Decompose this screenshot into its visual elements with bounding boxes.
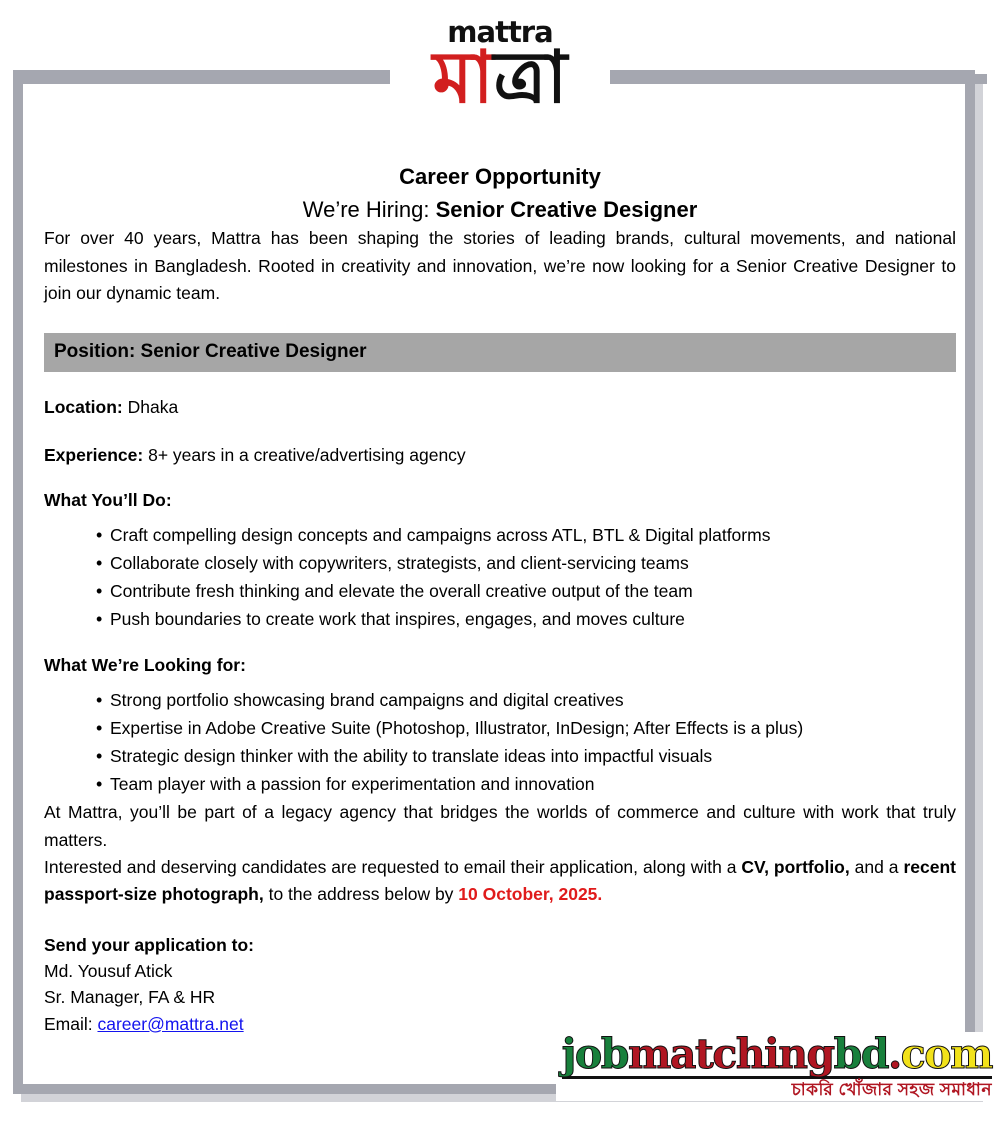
list-item: • Craft compelling design concepts and campaigns across ATL, BTL & Digital platforms [96, 523, 956, 549]
page-title: Career Opportunity [399, 164, 601, 189]
watermark-job: job [561, 1030, 628, 1078]
email-link[interactable]: career@mattra.net [97, 1013, 244, 1034]
apply-text-part1: Interested and deserving candidates are requested to email their application, along with a [44, 856, 742, 877]
experience-label: Experience: [44, 445, 144, 466]
email-label: Email: [44, 1013, 98, 1034]
apply-text-part3: to the address below by [263, 883, 459, 904]
watermark-matching: matching [627, 1030, 834, 1078]
list-item: • Team player with a passion for experimentation and innovation [96, 772, 956, 798]
watermark-wordmark [561, 1030, 992, 1078]
contact-designation: Sr. Manager, FA & HR [44, 987, 216, 1008]
experience-row [44, 442, 956, 468]
application-paragraph [44, 854, 956, 908]
experience-value: 8+ years in a creative/advertising agency [143, 445, 466, 466]
watermark-com: com [900, 1030, 992, 1078]
apply-bold-photo: recent passport-size photograph, [44, 856, 956, 904]
closing-paragraph: At Mattra, you’ll be part of a legacy agency that bridges the worlds of commerce and culture with work that truly matters. [44, 802, 956, 850]
list-item: • Strong portfolio showcasing brand campaigns and digital creatives [96, 688, 956, 714]
list-item: • Contribute fresh thinking and elevate the overall creative output of the team [96, 579, 956, 605]
frame-top-bar-left [13, 74, 390, 84]
page-subtitle [44, 195, 956, 226]
frame-top-bar-right [610, 74, 987, 84]
requirements-list [44, 688, 956, 798]
list-item: • Collaborate closely with copywriters, strategists, and client-servicing teams [96, 551, 956, 577]
location-label: Location: [44, 396, 123, 417]
mattra-logo-bengali-accent: ম [432, 38, 494, 118]
watermark-bd: bd [833, 1030, 889, 1078]
list-item: • Strategic design thinker with the ability to translate ideas into impactful visuals [96, 744, 956, 770]
application-deadline: 10 October, 2025. [458, 883, 603, 904]
mattra-logo-bengali-rest: াত্রা [493, 38, 568, 118]
subtitle-role: Senior Creative Designer [435, 196, 698, 222]
watermark-dot: . [888, 1030, 901, 1078]
jobmatchingbd-watermark [556, 1032, 996, 1101]
title-block [44, 162, 956, 225]
position-banner: Position: Senior Creative Designer [44, 333, 956, 372]
list-item: • Expertise in Adobe Creative Suite (Photoshop, Illustrator, InDesign; After Effects is a plus) [96, 716, 956, 742]
mattra-logo-bengali [390, 38, 610, 118]
mattra-logo-latin: mattra [447, 15, 553, 49]
responsibilities-heading: What You’ll Do: [44, 490, 172, 511]
list-item: • Push boundaries to create work that inspires, engages, and moves culture [96, 607, 956, 633]
apply-bold-cv: CV, portfolio, [741, 856, 850, 877]
intro-paragraph: For over 40 years, Mattra has been shaping the stories of leading brands, cultural movements, and national milestones in Bangladesh. Rooted in creativity and innovation, we’re now looking for a Senior Creative Designer to join our dynamic team. [44, 228, 956, 303]
mattra-logo [390, 4, 610, 134]
location-row [44, 394, 956, 420]
apply-text-part2: and a [849, 856, 904, 877]
requirements-heading: What We’re Looking for: [44, 654, 246, 675]
contact-name: Md. Yousuf Atick [44, 961, 173, 982]
document-content [44, 140, 956, 1037]
watermark-tagline: চাকরি খোঁজার সহজ সমাধান [791, 1080, 992, 1099]
responsibilities-list [44, 523, 956, 633]
location-value: Dhaka [122, 396, 179, 417]
contact-lead: Send your application to: [44, 934, 255, 955]
subtitle-prefix: We’re Hiring: [302, 196, 436, 222]
contact-block [44, 932, 956, 1037]
